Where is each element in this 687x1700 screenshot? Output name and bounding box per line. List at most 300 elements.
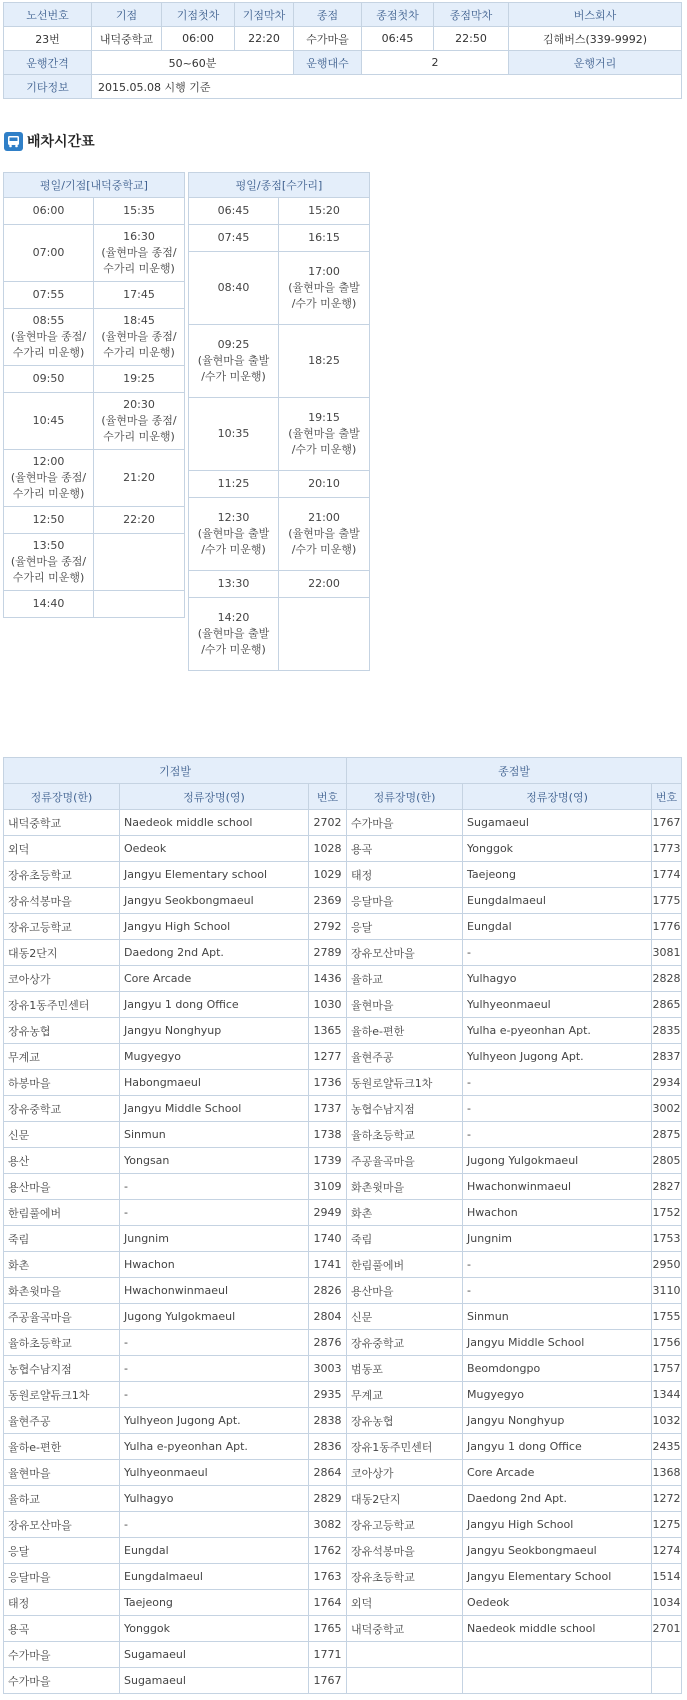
stop-start-name-ko: 장유중학교 [4,1096,120,1122]
stop-end-name-en: Hwachon [463,1200,652,1226]
col-start-name-en: 정류장명(영) [120,784,309,810]
stop-row [4,940,682,966]
end-first-bus: 06:45 [362,27,434,51]
stop-start-number: 3082 [309,1512,347,1538]
timetable-cell: 12:00 (율현마을 종점/수가리 미운행) [4,450,94,507]
stop-end-name-en: Jungnim [463,1226,652,1252]
route-info-table [3,2,682,99]
stops-direction-row [4,758,682,784]
stop-end-name-en: Yulhyeonmaeul [463,992,652,1018]
stop-start-name-ko: 장유고등학교 [4,914,120,940]
stop-start-name-en: Sugamaeul [120,1668,309,1694]
stops-end-label: 종점발 [347,758,682,784]
col-end-name-ko: 정류장명(한) [347,784,463,810]
etc-label: 기타정보 [4,75,92,99]
stop-start-name-ko: 장유석봉마을 [4,888,120,914]
stop-start-name-ko: 장유초등학교 [4,862,120,888]
stop-start-name-en: Hwachonwinmaeul [120,1278,309,1304]
timetable-cell: 12:30 (율현마을 출발 /수가 미운행) [189,498,279,571]
stop-start-name-en: Yonggok [120,1616,309,1642]
stop-end-number: 1272 [652,1486,682,1512]
count-value: 2 [362,51,509,75]
stop-row [4,1252,682,1278]
stop-start-number: 2949 [309,1200,347,1226]
stop-row [4,1070,682,1096]
stop-row [4,1330,682,1356]
stop-start-name-en: Yulhyeon Jugong Apt. [120,1408,309,1434]
stop-end-number: 2875 [652,1122,682,1148]
stop-row [4,1304,682,1330]
stop-end-name-en: Jangyu Seokbongmaeul [463,1538,652,1564]
stop-start-number: 2864 [309,1460,347,1486]
stop-end-number: 1774 [652,862,682,888]
timetable-cell: 22:20 [94,507,185,534]
timetable-cell: 17:00 (율현마을 출발 /수가 미운행) [279,252,370,325]
stop-start-name-ko: 태정 [4,1590,120,1616]
stop-end-name-en: Mugyegyo [463,1382,652,1408]
route-info-stats-row [4,51,682,75]
stop-end-number: 1275 [652,1512,682,1538]
stop-start-number: 1765 [309,1616,347,1642]
header-start-last: 기점막차 [235,3,294,27]
route-info-header-row [4,3,682,27]
bus-company: 김해버스(339-9992) [509,27,682,51]
stop-row [4,1174,682,1200]
bus-icon [4,132,23,151]
stop-end-name-ko: 코아상가 [347,1460,463,1486]
timetable-cell: 13:50 (율현마을 종점/수가리 미운행) [4,534,94,591]
timetable-cell: 15:35 [94,198,185,225]
stop-end-number: 2828 [652,966,682,992]
stop-start-name-en: - [120,1330,309,1356]
stop-start-number: 2702 [309,810,347,836]
stop-start-name-ko: 한림풀에버 [4,1200,120,1226]
stop-end-name-en: Jangyu Middle School [463,1330,652,1356]
stop-end-name-ko: 수가마을 [347,810,463,836]
stop-end-name-en: Oedeok [463,1590,652,1616]
stop-end-name-ko: 장유중학교 [347,1330,463,1356]
stop-start-name-en: Sugamaeul [120,1642,309,1668]
stop-end-name-ko [347,1642,463,1668]
header-end-point: 종점 [294,3,362,27]
stop-start-name-en: - [120,1356,309,1382]
stop-end-name-ko: 장유1동주민센터 [347,1434,463,1460]
interval-label: 운행간격 [4,51,92,75]
stop-row [4,966,682,992]
stop-end-number: 1032 [652,1408,682,1434]
stop-start-name-ko: 수가마을 [4,1668,120,1694]
stop-end-name-ko [347,1668,463,1694]
stop-end-number: 2835 [652,1018,682,1044]
timetable-cell: 14:40 [4,591,94,618]
stop-end-name-ko: 내덕중학교 [347,1616,463,1642]
stop-start-number: 2876 [309,1330,347,1356]
stop-start-name-ko: 외덕 [4,836,120,862]
timetable-row [4,225,185,282]
stop-row [4,1148,682,1174]
stop-start-name-ko: 율하초등학교 [4,1330,120,1356]
timetable-cell: 07:45 [189,225,279,252]
stop-start-name-ko: 대동2단지 [4,940,120,966]
stop-start-name-ko: 응달마을 [4,1564,120,1590]
timetable-cell [94,591,185,618]
stop-start-name-ko: 용산 [4,1148,120,1174]
stop-end-number: 2827 [652,1174,682,1200]
timetable-cell: 19:15 (율현마을 출발 /수가 미운행) [279,398,370,471]
timetable-row [189,325,370,398]
stop-start-number: 2369 [309,888,347,914]
stop-end-name-en: Sinmun [463,1304,652,1330]
count-label: 운행대수 [294,51,362,75]
stop-start-name-ko: 내덕중학교 [4,810,120,836]
stop-end-name-en: - [463,1278,652,1304]
stop-start-name-ko: 장유1동주민센터 [4,992,120,1018]
stop-end-name-en: Jangyu High School [463,1512,652,1538]
stop-row [4,1200,682,1226]
stop-start-name-en: - [120,1382,309,1408]
col-end-number: 번호 [652,784,682,810]
stop-start-name-ko: 농협수남지점 [4,1356,120,1382]
stop-row [4,1382,682,1408]
timetable-cell: 10:45 [4,393,94,450]
stop-row [4,1434,682,1460]
stop-end-name-ko: 태정 [347,862,463,888]
stop-end-name-ko: 응달마을 [347,888,463,914]
stop-start-name-ko: 율현주공 [4,1408,120,1434]
timetable-cell: 21:00 (율현마을 출발 /수가 미운행) [279,498,370,571]
stop-start-name-en: Yulhyeonmaeul [120,1460,309,1486]
stop-row [4,914,682,940]
stop-start-name-en: Yulhagyo [120,1486,309,1512]
stop-start-number: 1767 [309,1668,347,1694]
timetable-row [189,198,370,225]
stop-end-number: 1344 [652,1382,682,1408]
stop-end-name-ko: 농협수남지점 [347,1096,463,1122]
stop-start-name-en: Jangyu Middle School [120,1096,309,1122]
timetable-cell: 21:20 [94,450,185,507]
stop-end-name-ko: 율현주공 [347,1044,463,1070]
timetable-cell: 19:25 [94,366,185,393]
end-point: 수가마을 [294,27,362,51]
stop-row [4,888,682,914]
stop-start-number: 2792 [309,914,347,940]
stop-start-name-ko: 화촌 [4,1252,120,1278]
stop-end-name-en: Jangyu Elementary School [463,1564,652,1590]
stop-row [4,992,682,1018]
timetable-start-title: 평일/기점[내덕중학교] [4,173,185,198]
stop-end-number [652,1668,682,1694]
stop-start-name-en: - [120,1174,309,1200]
stop-row [4,1044,682,1070]
stop-start-name-ko: 율현마을 [4,1460,120,1486]
stop-start-name-ko: 용산마을 [4,1174,120,1200]
stop-start-name-ko: 화촌윗마을 [4,1278,120,1304]
stop-end-name-en [463,1642,652,1668]
stop-start-name-ko: 죽림 [4,1226,120,1252]
stop-start-name-en: Hwachon [120,1252,309,1278]
stop-start-name-en: Naedeok middle school [120,810,309,836]
schedule-section-title [4,131,95,151]
timetable-cell: 08:55 (율현마을 종점/수가리 미운행) [4,309,94,366]
stop-start-name-en: Sinmun [120,1122,309,1148]
stop-start-name-ko: 용곡 [4,1616,120,1642]
timetable-cell: 12:50 [4,507,94,534]
stop-end-name-en: Eungdal [463,914,652,940]
stop-end-name-en: Yulhagyo [463,966,652,992]
stop-end-number: 1752 [652,1200,682,1226]
stop-row [4,1642,682,1668]
stop-start-name-en: - [120,1200,309,1226]
stop-start-number: 1029 [309,862,347,888]
stop-end-name-ko: 신문 [347,1304,463,1330]
stop-end-number: 3002 [652,1096,682,1122]
timetable-cell: 22:00 [279,571,370,598]
header-start-first: 기점첫차 [162,3,235,27]
timetable-row [4,393,185,450]
stop-row [4,1486,682,1512]
stop-end-name-en: Core Arcade [463,1460,652,1486]
stop-row [4,810,682,836]
timetable-cell: 17:45 [94,282,185,309]
stop-end-name-en: Yulha e-pyeonhan Apt. [463,1018,652,1044]
header-start-point: 기점 [92,3,162,27]
stop-row [4,1226,682,1252]
stop-start-number: 1763 [309,1564,347,1590]
stop-end-number: 1034 [652,1590,682,1616]
stop-start-name-ko: 신문 [4,1122,120,1148]
stop-end-name-ko: 장유고등학교 [347,1512,463,1538]
stop-row [4,1590,682,1616]
stop-start-name-en: Mugyegyo [120,1044,309,1070]
stop-end-name-ko: 장유모산마을 [347,940,463,966]
stop-row [4,1668,682,1694]
stop-end-name-en: - [463,1122,652,1148]
timetable-cell: 18:25 [279,325,370,398]
stop-row [4,1018,682,1044]
stop-start-number: 2836 [309,1434,347,1460]
stop-start-number: 1737 [309,1096,347,1122]
stop-end-name-ko: 화촌윗마을 [347,1174,463,1200]
stop-end-name-ko: 용곡 [347,836,463,862]
stop-start-number: 2829 [309,1486,347,1512]
stop-end-number: 2934 [652,1070,682,1096]
stop-start-name-ko: 장유농협 [4,1018,120,1044]
stop-end-name-en: - [463,1070,652,1096]
stop-start-number: 1277 [309,1044,347,1070]
start-last-bus: 22:20 [235,27,294,51]
stop-start-name-en: Jungnim [120,1226,309,1252]
timetable-row [4,309,185,366]
stop-end-number: 2950 [652,1252,682,1278]
stop-end-number: 1368 [652,1460,682,1486]
stop-start-number: 1740 [309,1226,347,1252]
timetable-cell: 20:10 [279,471,370,498]
stop-start-name-ko: 주공율곡마을 [4,1304,120,1330]
stop-end-name-ko: 장유석봉마을 [347,1538,463,1564]
stop-end-number: 1753 [652,1226,682,1252]
stop-start-name-en: Jangyu Seokbongmaeul [120,888,309,914]
schedule-title-text: 배차시간표 [27,134,95,150]
header-end-first: 종점첫차 [362,3,434,27]
stop-end-name-ko: 외덕 [347,1590,463,1616]
stop-start-name-ko: 수가마을 [4,1642,120,1668]
header-route-number: 노선번호 [4,3,92,27]
stop-start-name-ko: 코아상가 [4,966,120,992]
stop-row [4,1122,682,1148]
stop-start-number: 1030 [309,992,347,1018]
stop-end-number: 2435 [652,1434,682,1460]
stop-end-name-ko: 대동2단지 [347,1486,463,1512]
stop-end-name-ko: 죽림 [347,1226,463,1252]
stop-end-number: 1776 [652,914,682,940]
stop-end-name-en: Beomdongpo [463,1356,652,1382]
stop-start-number: 1028 [309,836,347,862]
timetable-cell: 09:25 (율현마을 출발 /수가 미운행) [189,325,279,398]
timetable-row [189,498,370,571]
stop-end-name-en: Jangyu Nonghyup [463,1408,652,1434]
stop-end-number: 1767 [652,810,682,836]
stop-end-name-en: Jangyu 1 dong Office [463,1434,652,1460]
stop-start-name-en: Eungdalmaeul [120,1564,309,1590]
stop-start-number: 1436 [309,966,347,992]
stop-end-name-ko: 율현마을 [347,992,463,1018]
header-bus-company: 버스회사 [509,3,682,27]
stop-start-number: 3003 [309,1356,347,1382]
stop-end-number: 3110 [652,1278,682,1304]
stop-row [4,862,682,888]
stop-row [4,1512,682,1538]
stop-end-name-ko: 화촌 [347,1200,463,1226]
stop-row [4,1564,682,1590]
stop-row [4,1538,682,1564]
col-start-number: 번호 [309,784,347,810]
stop-row [4,1278,682,1304]
timetable-cell: 09:50 [4,366,94,393]
stop-end-name-en [463,1668,652,1694]
stop-end-number: 2837 [652,1044,682,1070]
stop-start-name-en: Daedong 2nd Apt. [120,940,309,966]
col-start-name-ko: 정류장명(한) [4,784,120,810]
stop-start-name-ko: 율하e-편한 [4,1434,120,1460]
timetable-row [4,591,185,618]
stop-end-name-en: Yulhyeon Jugong Apt. [463,1044,652,1070]
stop-end-number: 2701 [652,1616,682,1642]
timetable-cell: 06:45 [189,198,279,225]
stops-start-label: 기점발 [4,758,347,784]
timetable-row [4,507,185,534]
stop-start-name-ko: 율하교 [4,1486,120,1512]
stop-end-name-ko: 주공율곡마을 [347,1148,463,1174]
stop-end-number: 1773 [652,836,682,862]
stop-end-name-en: - [463,1096,652,1122]
stop-start-number: 2804 [309,1304,347,1330]
etc-value: 2015.05.08 시행 기준 [92,75,682,99]
timetable-row [189,471,370,498]
stop-start-name-en: Taejeong [120,1590,309,1616]
stop-end-name-ko: 동원로얄듀크1차 [347,1070,463,1096]
stop-start-number: 1739 [309,1148,347,1174]
stop-start-number: 2826 [309,1278,347,1304]
stop-end-number: 1756 [652,1330,682,1356]
stop-end-name-ko: 한림풀에버 [347,1252,463,1278]
stop-end-name-en: Hwachonwinmaeul [463,1174,652,1200]
stop-end-number [652,1642,682,1668]
stop-row [4,1356,682,1382]
timetable-cell: 20:30 (율현마을 종점/수가리 미운행) [94,393,185,450]
stop-end-name-ko: 무계교 [347,1382,463,1408]
timetable-row [4,282,185,309]
timetable-cell: 15:20 [279,198,370,225]
stop-end-name-en: Eungdalmaeul [463,888,652,914]
stop-end-name-en: Taejeong [463,862,652,888]
timetable-cell: 16:30 (율현마을 종점/수가리 미운행) [94,225,185,282]
stop-end-name-en: Naedeok middle school [463,1616,652,1642]
stop-start-name-en: Jugong Yulgokmaeul [120,1304,309,1330]
stop-start-name-en: Eungdal [120,1538,309,1564]
stop-end-number: 2805 [652,1148,682,1174]
timetable-cell: 10:35 [189,398,279,471]
stop-start-number: 2838 [309,1408,347,1434]
timetable-cell: 06:00 [4,198,94,225]
stop-start-number: 1762 [309,1538,347,1564]
timetable-start [3,172,185,618]
stop-end-name-ko: 율하교 [347,966,463,992]
stop-row [4,1408,682,1434]
stop-end-number: 1775 [652,888,682,914]
timetable-row [189,398,370,471]
stop-start-number: 2935 [309,1382,347,1408]
stop-end-name-ko: 장유농협 [347,1408,463,1434]
timetable-end-title: 평일/종점[수가리] [189,173,370,198]
stop-end-number: 1274 [652,1538,682,1564]
end-last-bus: 22:50 [434,27,509,51]
stop-start-name-en: - [120,1512,309,1538]
header-end-last: 종점막차 [434,3,509,27]
stop-end-number: 1514 [652,1564,682,1590]
stop-row [4,1096,682,1122]
stops-column-row [4,784,682,810]
route-info-value-row [4,27,682,51]
stop-start-number: 1738 [309,1122,347,1148]
col-end-name-en: 정류장명(영) [463,784,652,810]
stop-start-name-en: Jangyu 1 dong Office [120,992,309,1018]
stop-row [4,1616,682,1642]
stop-end-name-en: Jugong Yulgokmaeul [463,1148,652,1174]
stop-end-name-ko: 응달 [347,914,463,940]
timetable-row [4,450,185,507]
stop-end-number: 3081 [652,940,682,966]
stop-start-number: 1764 [309,1590,347,1616]
stop-start-number: 1736 [309,1070,347,1096]
start-point: 내덕중학교 [92,27,162,51]
stops-table [3,757,682,1694]
stop-start-name-ko: 응달 [4,1538,120,1564]
timetable-cell: 18:45 (율현마을 종점/수가리 미운행) [94,309,185,366]
timetable-cell [279,598,370,671]
timetable-row [4,366,185,393]
timetable-cell: 07:00 [4,225,94,282]
interval-value: 50~60분 [92,51,294,75]
stop-start-number: 3109 [309,1174,347,1200]
stop-start-number: 1365 [309,1018,347,1044]
stop-start-name-ko: 하봉마을 [4,1070,120,1096]
stop-end-name-en: Sugamaeul [463,810,652,836]
route-info-etc-row [4,75,682,99]
stop-start-name-en: Yongsan [120,1148,309,1174]
timetable-row [4,534,185,591]
stop-row [4,836,682,862]
timetable-cell: 07:55 [4,282,94,309]
